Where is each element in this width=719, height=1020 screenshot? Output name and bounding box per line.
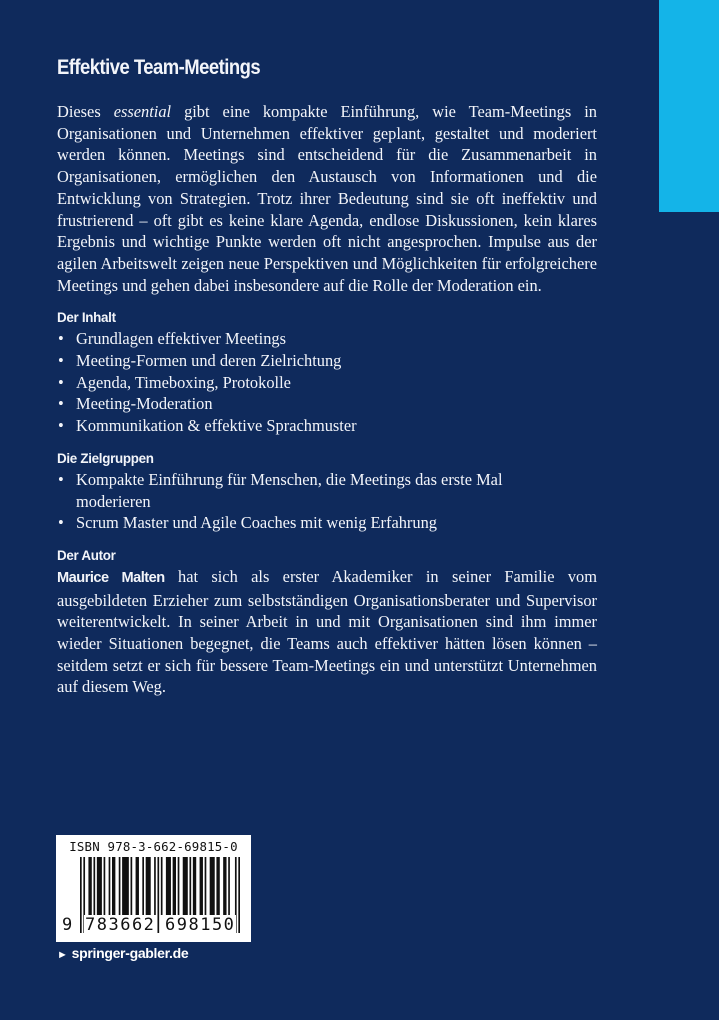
list-item: [57, 372, 597, 394]
content-heading: Der Inhalt: [57, 310, 116, 326]
intro-text: gibt eine kompakte Einführung, wie Team-Meetings in Organisationen und Unternehmen effektiver geplant, gestaltet und moderiert werden können. Meetings sind entscheidend für die Zusammenarbeit in Organisationen, ermöglichen den Austausch von Informationen und die Entwicklung von Strategien. Trotz ihrer Bedeutung sind sie oft ineffektiv und frustrierend – oft gibt es keine klare Agenda, endlose Diskussionen, kein klares Ergebnis und wichtige Punkte werden oft nicht angesprochen. Impulse aus der agilen Arbeitswelt zeigen neue Perspektiven und Möglichkeiten für erfolgreichere Meetings und gehen dabei insbesondere auf die Rolle der Moderation ein.: [57, 102, 597, 295]
author-bio-text: hat sich als erster Akademiker in seiner Familie vom ausgebildeten Erzieher zum selbstständigen Organisationsberater und Supervisor weiterentwickelt. In seiner Arbeit in und mit Organisationen sind ihm immer wieder Situationen begegnet, die Teams auch effektiver hätten lösen können – seitdem setzt er sich für bessere Team-Meetings ein und unterstützt Unternehmen auf diesem Weg.: [57, 566, 597, 697]
content-section: [57, 307, 597, 437]
list-item: [57, 469, 557, 512]
bullet-icon: •: [58, 469, 64, 489]
list-item-text: Kompakte Einführung für Menschen, die Meetings das erste Mal moderieren: [76, 469, 503, 511]
bullet-icon: •: [58, 372, 64, 392]
author-heading: Der Autor: [57, 547, 116, 563]
list-item: [57, 393, 597, 415]
publisher-link[interactable]: [57, 945, 188, 961]
list-item: [57, 415, 597, 437]
author-section: [57, 545, 597, 698]
intro-emphasis: essential: [113, 102, 172, 121]
list-item-text: Agenda, Timeboxing, Protokolle: [76, 372, 291, 392]
book-title: Effektive Team-Meetings: [57, 56, 261, 79]
accent-bar: [659, 0, 719, 212]
list-item-text: Meeting-Moderation: [76, 394, 213, 414]
audience-list: [57, 469, 557, 534]
list-item-text: Scrum Master und Agile Coaches mit wenig Erfahrung: [76, 513, 437, 533]
author-bio: [57, 566, 597, 698]
list-item-text: Grundlagen effektiver Meetings: [76, 329, 286, 349]
play-arrow-icon: ►: [57, 949, 68, 961]
audience-heading: Die Zielgruppen: [57, 450, 154, 466]
bullet-icon: •: [58, 351, 64, 371]
isbn-barcode: [56, 835, 251, 942]
content-list: [57, 328, 597, 437]
list-item: [57, 350, 597, 372]
list-item: [57, 328, 597, 350]
ean-first-digit: 9: [62, 915, 73, 935]
bullet-icon: •: [58, 513, 64, 533]
publisher-url: springer-gabler.de: [71, 945, 189, 961]
intro-paragraph: [57, 101, 597, 296]
list-item-text: Meeting-Formen und deren Zielrichtung: [76, 351, 342, 371]
list-item: [57, 512, 557, 534]
ean-right-group: 698150: [165, 915, 236, 935]
intro-prefix: Dieses: [57, 102, 114, 121]
bullet-icon: •: [58, 394, 64, 414]
bullet-icon: •: [58, 329, 64, 349]
isbn-label: ISBN 978-3-662-69815-0: [69, 839, 238, 854]
ean-left-group: 783662: [85, 915, 156, 935]
list-item-text: Kommunikation & effektive Sprachmuster: [76, 416, 357, 436]
author-name: Maurice Malten: [57, 569, 165, 586]
bullet-icon: •: [58, 416, 64, 436]
back-cover-content: [57, 55, 597, 698]
audience-section: [57, 448, 597, 534]
